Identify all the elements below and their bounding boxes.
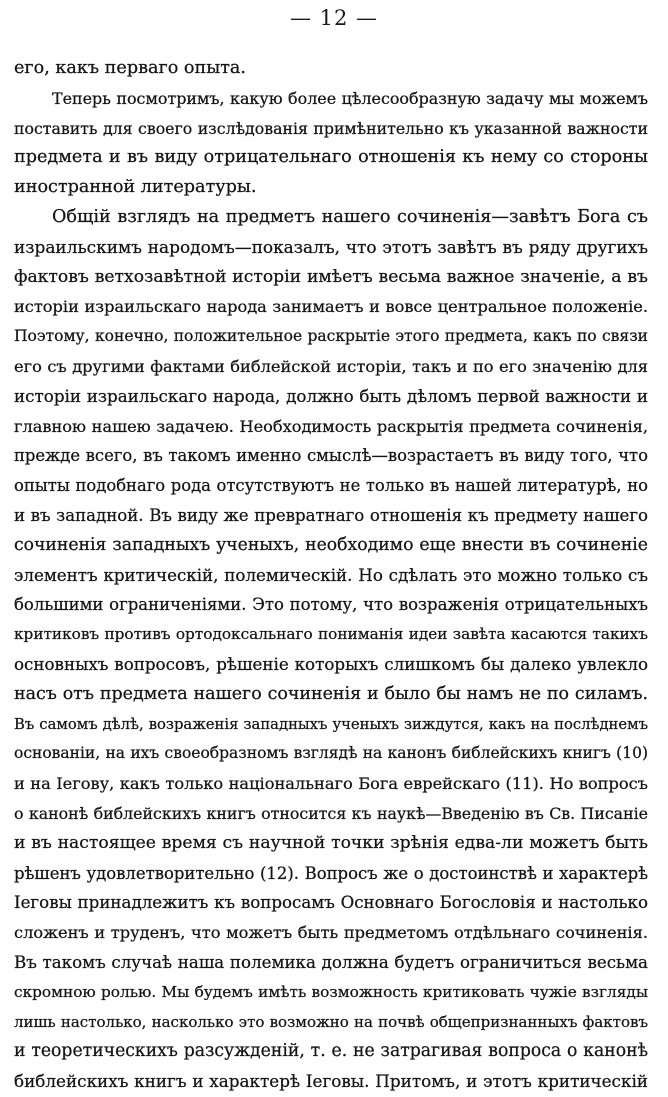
body-text — [14, 54, 648, 1097]
text-line: и на Іегову, какъ только національнаго Бога еврейскаго (11). Но вопросъ — [14, 774, 648, 794]
text-line: сочиненія западныхъ ученыхъ, необходимо еще внести въ сочиненіе — [14, 534, 648, 555]
text-line: исторіи израильскаго народа, должно быть дѣломъ первой важности и — [14, 385, 648, 406]
text-line: библейскихъ книгъ и характерѣ Іеговы. Притомъ, и этотъ критическій — [14, 1071, 648, 1092]
text-line: предмета и въ виду отрицательнаго отношенія къ нему со стороны — [14, 147, 648, 168]
text-line: насъ отъ предмета нашего сочиненія и было бы намъ не по силамъ. — [14, 683, 648, 704]
text-line: его съ другими фактами библейской исторіи, такъ и по его значенію для — [14, 356, 648, 376]
text-line: основныхъ вопросовъ, рѣшеніе которыхъ слишкомъ бы далеко увлекло — [14, 653, 648, 674]
text-line: Іеговы принадлежитъ къ вопросамъ Основнаго Богословія и настолько — [14, 893, 648, 913]
text-line: критиковъ противъ ортодоксальнаго пониманія идеи завѣта касаются такихъ — [14, 625, 648, 644]
text-line: прежде всего, въ такомъ именно смыслѣ—возрастаетъ въ виду того, что — [14, 446, 648, 466]
text-line: Поэтому, конечно, положительное раскрытіе этого предмета, какъ по связи — [14, 327, 648, 346]
text-line: лишь настолько, насколько это возможно на почвѣ общепризнанныхъ фактовъ — [14, 1012, 648, 1031]
text-line: его, какъ перваго опыта. — [14, 58, 247, 78]
text-line: исторіи израильскаго народа занимаетъ и вовсе центральное положеніе. — [14, 297, 648, 317]
text-line: Въ такомъ случаѣ наша полемика должна будетъ ограничиться весьма — [14, 952, 648, 972]
text-line: главною нашею задачею. Необходимость раскрытія предмета сочиненія, — [14, 416, 648, 436]
text-line: фактовъ ветхозавѣтной исторіи имѣетъ весьма важное значеніе, а въ — [14, 266, 648, 287]
text-line: элементъ критическій, полемическій. Но сдѣлать это можно только съ — [14, 564, 648, 585]
text-line: скромною ролью. Мы будемъ имѣть возможность критиковать чужіе взгляды — [14, 982, 648, 1001]
text-line: Общій взглядъ на предметъ нашего сочиненія—завѣтъ Бога съ — [52, 206, 648, 227]
text-line: опыты подобнаго рода отсутствуютъ не только въ нашей литературѣ, но — [14, 476, 648, 496]
text-line: иностранной литературы. — [14, 177, 257, 198]
text-line: и въ западной. Въ виду же превратнаго отношенія къ предмету нашего — [14, 505, 648, 525]
text-line: и въ настоящее время съ научной точки зрѣнія едва-ли можетъ быть — [14, 832, 648, 853]
text-line: рѣшенъ удовлетворительно (12). Вопросъ же о достоинствѣ и характерѣ — [14, 863, 648, 883]
page-number: — 12 — — [289, 6, 379, 30]
text-line: израильскимъ народомъ—показалъ, что этотъ завѣтъ въ ряду другихъ — [14, 236, 648, 257]
text-line: большими ограниченіями. Это потому, что возраженія отрицательныхъ — [14, 595, 648, 615]
text-line: Въ самомъ дѣлѣ, возраженія западныхъ ученыхъ зиждутся, какъ на послѣднемъ — [14, 715, 648, 733]
text-line: сложенъ и труденъ, что можетъ быть предметомъ отдѣльнаго сочиненія. — [14, 923, 648, 943]
text-line: о канонѣ библейскихъ книгъ относится къ наукѣ—Введенію въ Св. Писаніе — [14, 803, 648, 823]
text-line: Теперь посмотримъ, какую более цѣлесообразную задачу мы можемъ — [52, 88, 648, 108]
text-line: и теоретическихъ разсужденій, т. е. не затрагивая вопроса о канонѣ — [14, 1041, 648, 1062]
text-line: основаніи, на ихъ своеобразномъ взглядѣ на канонъ библейскихъ книгъ (10) — [14, 744, 648, 763]
text-line: поставить для своего изслѣдованія примѣнительно къ указанной важности — [14, 118, 648, 138]
